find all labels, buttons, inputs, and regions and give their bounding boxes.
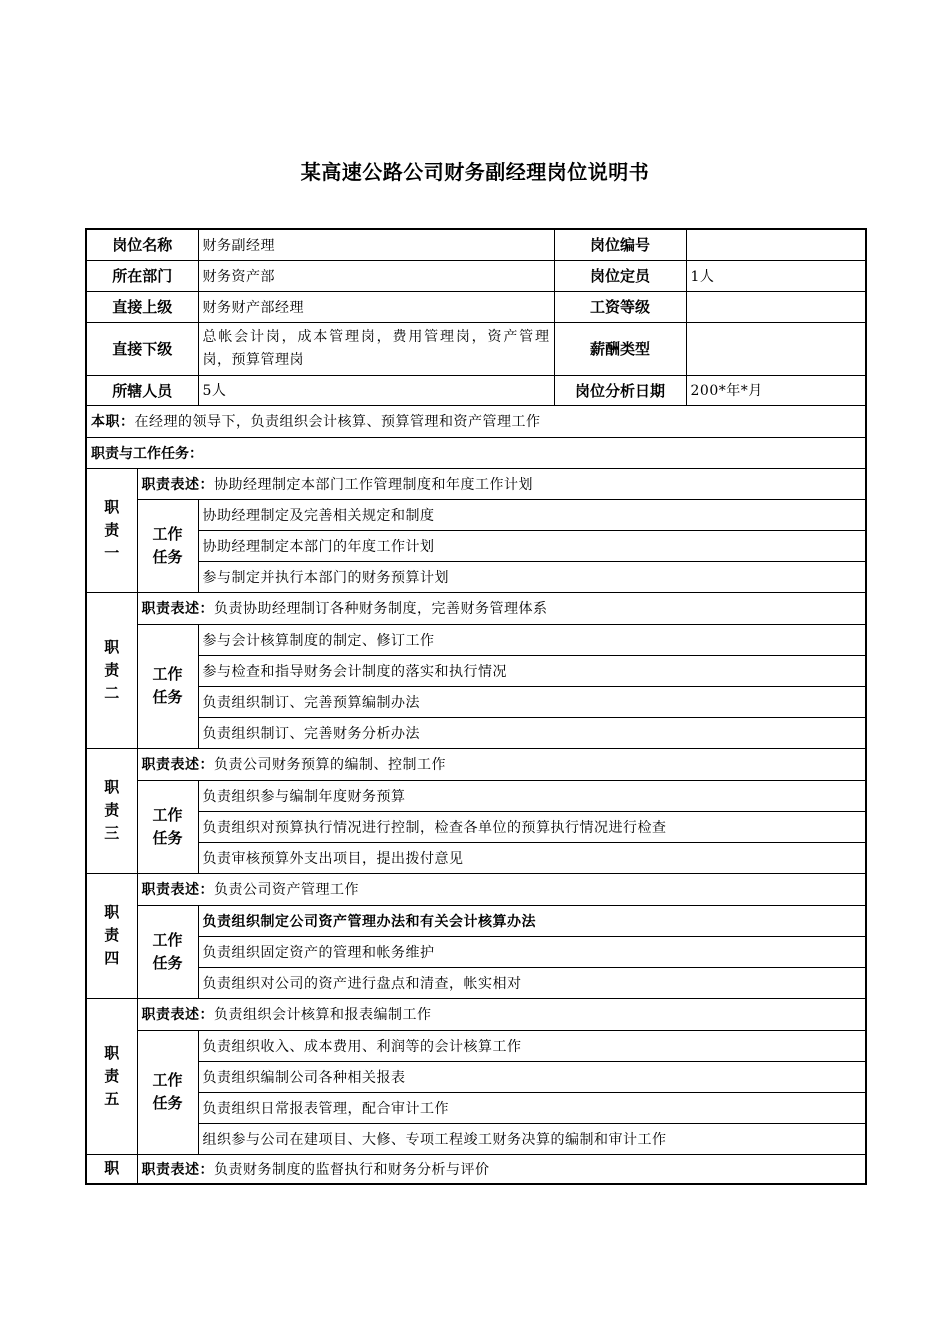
duty-3-task: 负责审核预算外支出项目，提出拨付意见	[198, 842, 866, 873]
summary-row	[86, 405, 866, 437]
duty-6-statement: 职责表述：负责财务制度的监督执行和财务分析与评价	[137, 1154, 866, 1184]
duty-2-task: 参与检查和指导财务会计制度的落实和执行情况	[198, 655, 866, 686]
table-row	[86, 967, 866, 998]
page-title: 某高速公路公司财务副经理岗位说明书	[300, 160, 650, 184]
info-row-staff	[86, 375, 866, 405]
subordinate-value: 总帐会计岗，成本管理岗，费用管理岗，资产管理岗，预算管理岗	[198, 322, 554, 375]
table-row	[86, 624, 866, 655]
duty-4-statement-row	[86, 873, 866, 905]
duty-3-task: 负责组织参与编制年度财务预算	[198, 780, 866, 811]
duties-header: 职责与工作任务：	[86, 437, 866, 468]
table-row	[86, 530, 866, 561]
duty-2-task-label: 工作 任务	[137, 624, 198, 748]
duty-6-statement-row	[86, 1154, 866, 1184]
duty-4-task-label: 工作 任务	[137, 905, 198, 998]
duty-3-task-label: 工作 任务	[137, 780, 198, 873]
duty-4-label: 职 责 四	[86, 873, 137, 998]
duty-5-task: 负责组织编制公司各种相关报表	[198, 1061, 866, 1092]
staff-value: 5人	[198, 375, 554, 405]
summary-text: 在经理的领导下，负责组织会计核算、预算管理和资产管理工作	[134, 414, 541, 430]
analysis-date-label: 岗位分析日期	[554, 375, 686, 405]
position-name-value: 财务副经理	[198, 229, 554, 260]
duty-1-statement-row	[86, 468, 866, 499]
subordinate-label: 直接下级	[86, 322, 198, 375]
table-row	[86, 1030, 866, 1061]
salary-grade-label: 工资等级	[554, 291, 686, 322]
position-code-value	[686, 229, 866, 260]
department-label: 所在部门	[86, 260, 198, 291]
headcount-label: 岗位定员	[554, 260, 686, 291]
table-row	[86, 686, 866, 717]
duty-2-statement: 职责表述：负责协助经理制订各种财务制度，完善财务管理体系	[137, 592, 866, 624]
duty-3-task: 负责组织对预算执行情况进行控制，检查各单位的预算执行情况进行检查	[198, 811, 866, 842]
table-row	[86, 561, 866, 592]
summary-label: 本职：	[91, 414, 135, 430]
duty-1-task: 协助经理制定及完善相关规定和制度	[198, 499, 866, 530]
info-row-dept	[86, 260, 866, 291]
duty-5-statement: 职责表述：负责组织会计核算和报表编制工作	[137, 998, 866, 1030]
duty-4-task: 负责组织固定资产的管理和帐务维护	[198, 936, 866, 967]
pay-type-value	[686, 322, 866, 375]
department-value: 财务资产部	[198, 260, 554, 291]
duty-2-label: 职 责 二	[86, 592, 137, 748]
duty-1-task: 参与制定并执行本部门的财务预算计划	[198, 561, 866, 592]
duty-5-statement-row	[86, 998, 866, 1030]
table-row	[86, 936, 866, 967]
duty-5-label: 职 责 五	[86, 998, 137, 1154]
duty-2-task: 参与会计核算制度的制定、修订工作	[198, 624, 866, 655]
info-row-subordinate	[86, 322, 866, 375]
duty-5-task: 组织参与公司在建项目、大修、专项工程竣工财务决算的编制和审计工作	[198, 1123, 866, 1154]
table-row	[86, 499, 866, 530]
info-row-superior	[86, 291, 866, 322]
table-row	[86, 655, 866, 686]
table-row	[86, 717, 866, 748]
position-code-label: 岗位编号	[554, 229, 686, 260]
duty-5-task: 负责组织日常报表管理，配合审计工作	[198, 1092, 866, 1123]
superior-label: 直接上级	[86, 291, 198, 322]
duty-1-statement: 职责表述：协助经理制定本部门工作管理制度和年度工作计划	[137, 468, 866, 499]
duty-2-task: 负责组织制订、完善财务分析办法	[198, 717, 866, 748]
table-row	[86, 811, 866, 842]
duty-3-statement-row	[86, 748, 866, 780]
pay-type-label: 薪酬类型	[554, 322, 686, 375]
table-row	[86, 1092, 866, 1123]
duty-4-task: 负责组织对公司的资产进行盘点和清查，帐实相对	[198, 967, 866, 998]
duty-1-task-label: 工作 任务	[137, 499, 198, 592]
duty-4-statement: 职责表述：负责公司资产管理工作	[137, 873, 866, 905]
superior-value: 财务财产部经理	[198, 291, 554, 322]
duty-3-label: 职 责 三	[86, 748, 137, 873]
job-description-table	[85, 228, 867, 1185]
summary-cell	[86, 405, 866, 437]
headcount-value: 1人	[686, 260, 866, 291]
analysis-date-value: 200*年*月	[686, 375, 866, 405]
duty-2-statement-row	[86, 592, 866, 624]
duty-5-task: 负责组织收入、成本费用、利润等的会计核算工作	[198, 1030, 866, 1061]
duty-4-task: 负责组织制定公司资产管理办法和有关会计核算办法	[198, 905, 866, 936]
duty-2-task: 负责组织制订、完善预算编制办法	[198, 686, 866, 717]
position-name-label: 岗位名称	[86, 229, 198, 260]
table-row	[86, 905, 866, 936]
table-row	[86, 1061, 866, 1092]
duty-1-label: 职 责 一	[86, 468, 137, 592]
staff-label: 所辖人员	[86, 375, 198, 405]
duty-3-statement: 职责表述：负责公司财务预算的编制、控制工作	[137, 748, 866, 780]
table-row	[86, 780, 866, 811]
duty-5-task-label: 工作 任务	[137, 1030, 198, 1154]
salary-grade-value	[686, 291, 866, 322]
duties-header-row	[86, 437, 866, 468]
table-row	[86, 1123, 866, 1154]
duty-1-task: 协助经理制定本部门的年度工作计划	[198, 530, 866, 561]
duty-6-label: 职	[86, 1154, 137, 1184]
table-row	[86, 842, 866, 873]
info-row-name	[86, 229, 866, 260]
